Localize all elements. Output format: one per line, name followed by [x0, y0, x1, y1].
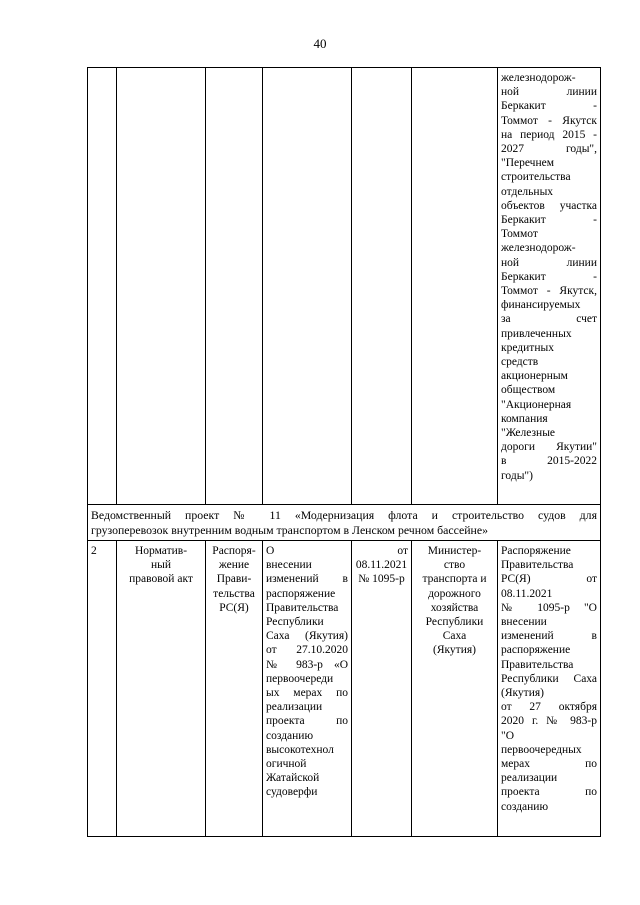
- cell-title: [263, 541, 352, 837]
- description-continuation-line: строительства: [501, 171, 571, 184]
- cell-date: [352, 541, 412, 837]
- description-continuation-line: ной линии: [501, 86, 597, 99]
- description-continuation-line: финансируемых: [501, 299, 581, 312]
- description-continuation-line: ной линии: [501, 256, 597, 269]
- description-line: Правительства: [501, 658, 574, 671]
- title-line: изменений в: [266, 573, 348, 586]
- description-line: изменений в: [501, 630, 597, 643]
- description-continuation-line: акционерным: [501, 370, 568, 383]
- description-continuation-line: Беркакит -: [501, 270, 597, 283]
- description-line: проекта по: [501, 786, 597, 799]
- table-row-2: [88, 541, 601, 837]
- description-line: 2020 г. № 983-р: [501, 715, 597, 728]
- type-line: ный: [150, 559, 172, 572]
- cell-title-empty: [263, 68, 352, 505]
- title-line: № 983-р «О: [266, 658, 348, 671]
- title-line: Саха (Якутия): [266, 630, 348, 643]
- title-line: внесении: [266, 559, 312, 572]
- page-number: 40: [313, 36, 327, 51]
- title-line: первоочереди: [266, 672, 334, 685]
- description-continuation-line: объектов участка: [501, 199, 597, 212]
- cell-num-empty: [88, 68, 117, 505]
- org-line: дорожного: [428, 587, 481, 600]
- cell-kind: [206, 541, 263, 837]
- title-line: Жатайской: [266, 772, 320, 785]
- title-line: от 27.10.2020: [266, 644, 348, 657]
- description-line: РС(Я) от: [501, 573, 597, 586]
- description-continuation-line: Беркакит -: [501, 214, 597, 227]
- description-line: реализации: [501, 772, 558, 785]
- title-line: Республики: [266, 616, 324, 629]
- description-continuation-line: годы"): [501, 469, 533, 482]
- org-line: Министер-: [427, 545, 482, 557]
- description-line: 08.11.2021: [501, 587, 553, 600]
- cell-date-empty: [352, 68, 412, 505]
- cell-kind-empty: [206, 68, 263, 505]
- title-line: О: [266, 545, 275, 557]
- description-line: № 1095-р "О: [501, 601, 597, 614]
- kind-line: Прави-: [216, 573, 252, 586]
- date-line: 08.11.2021: [355, 559, 408, 572]
- description-continuation-line: в 2015-2022: [501, 455, 597, 468]
- title-line: распоряжение: [266, 587, 336, 600]
- cell-org-empty: [412, 68, 498, 505]
- description-line: созданию: [501, 800, 549, 813]
- org-line: хозяйства: [430, 601, 479, 614]
- description-line: первоочередных: [501, 743, 582, 756]
- org-line: Саха: [442, 630, 467, 643]
- org-line: ство: [443, 559, 466, 572]
- description-continuation-line: железнодорож-: [501, 72, 576, 84]
- description-line: внесении: [501, 616, 547, 629]
- kind-line: тельства: [213, 587, 255, 600]
- description-continuation-line: на период 2015 -: [501, 128, 597, 141]
- document-table: [87, 67, 601, 837]
- description-continuation-line: Томмот - Якутск,: [501, 285, 597, 298]
- title-line: реализации: [266, 701, 323, 714]
- cell-description-continuation: [498, 68, 601, 505]
- description-continuation-line: Томмот: [501, 228, 538, 241]
- section-title: [88, 505, 601, 541]
- description-continuation-line: отдельных: [501, 185, 554, 198]
- cell-num: [88, 541, 117, 837]
- date-line: № 1095-р: [358, 573, 405, 586]
- title-line: судоверфи: [266, 786, 318, 799]
- kind-line: жение: [218, 559, 250, 572]
- date-line: от: [397, 545, 408, 557]
- description-continuation-line: средств: [501, 356, 539, 369]
- section-title-line-2: грузоперевозок внутренним водным транспортом в Ленском речном бассейне»: [91, 523, 488, 537]
- kind-line: РС(Я): [219, 601, 249, 614]
- description-continuation-line: обществом: [501, 384, 556, 397]
- section-header-row: [88, 505, 601, 541]
- description-continuation-line: Томмот - Якутск: [501, 114, 597, 127]
- row-number: 2: [91, 545, 97, 557]
- description-continuation-line: железнодорож-: [501, 242, 576, 255]
- description-line: от 27 октября: [501, 701, 597, 714]
- title-line: огичной: [266, 758, 307, 771]
- type-line: Норматив-: [134, 545, 188, 557]
- description-line: Правительства: [501, 559, 574, 572]
- cell-org: [412, 541, 498, 837]
- description-continuation-line: Беркакит -: [501, 100, 597, 113]
- description-continuation-line: "Железные: [501, 427, 556, 440]
- description-continuation-line: дороги Якутии": [501, 441, 597, 454]
- cell-type-empty: [117, 68, 206, 505]
- section-title-line-1: Ведомственный проект № 11 «Модернизация флота и строительство судов для: [91, 508, 597, 522]
- description-continuation-line: кредитных: [501, 341, 554, 354]
- description-continuation-line: привлеченных: [501, 327, 572, 340]
- description-line: Республики Саха: [501, 672, 597, 685]
- description-line: (Якутия): [501, 687, 544, 700]
- description-continuation-line: "Акционерная: [501, 398, 572, 411]
- description-line: мерах по: [501, 758, 597, 771]
- description-continuation-line: за счет: [501, 313, 597, 326]
- table-row-continuation: [88, 68, 601, 505]
- description-line: "О: [501, 729, 514, 742]
- org-line: (Якутия): [433, 644, 476, 657]
- kind-line: Распоря-: [212, 545, 256, 557]
- description-continuation-line: "Перечнем: [501, 157, 554, 170]
- description-line: распоряжение: [501, 644, 571, 657]
- org-line: транспорта и: [422, 573, 487, 586]
- description-continuation-line: 2027 годы",: [501, 143, 597, 156]
- title-line: ых мерах по: [266, 687, 348, 700]
- title-line: высокотехнол: [266, 743, 334, 756]
- type-line: правовой акт: [129, 573, 193, 586]
- cell-description: [498, 541, 601, 837]
- description-line: Распоряжение: [501, 545, 571, 557]
- org-line: Республики: [425, 616, 484, 629]
- description-continuation-line: компания: [501, 412, 548, 425]
- title-line: проекта по: [266, 715, 348, 728]
- title-line: Правительства: [266, 601, 339, 614]
- title-line: созданию: [266, 729, 314, 742]
- cell-type: [117, 541, 206, 837]
